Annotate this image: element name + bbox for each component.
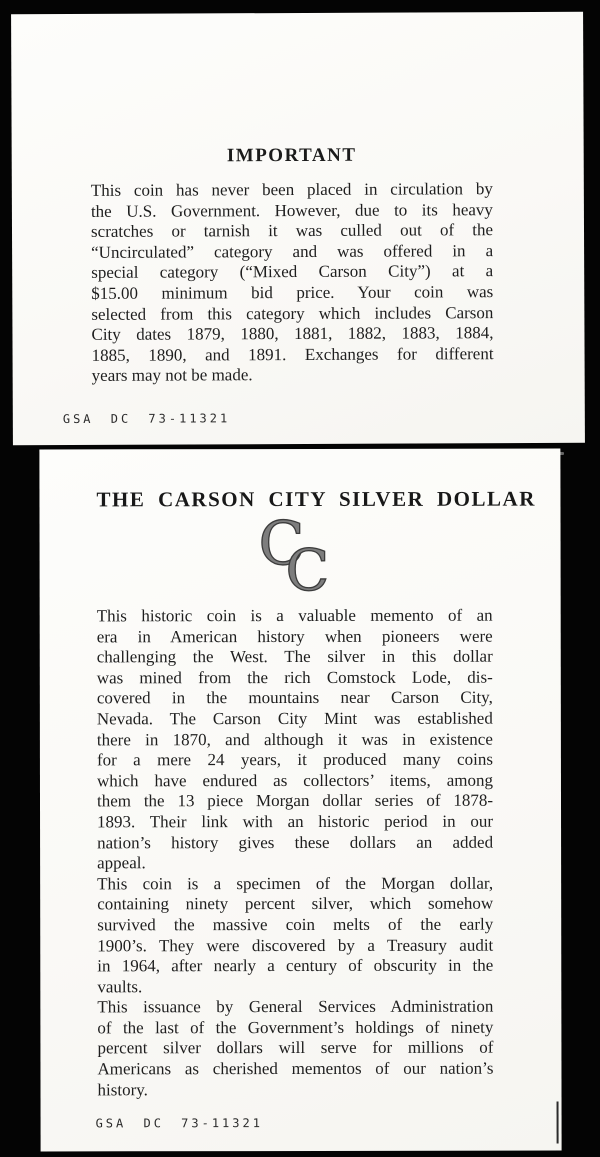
body-line: in 1964, after nearly a century of obscurity in the <box>97 955 494 976</box>
body-line: percent silver dollars will serve for millions of <box>97 1038 494 1058</box>
body-line: era in American history when pioneers were <box>96 626 493 646</box>
body-line: scratches or tarnish it was culled out of the <box>90 220 494 242</box>
body-line: covered in the mountains near Carson City, <box>96 688 493 708</box>
card-carson-city-dollar <box>39 449 561 1152</box>
body-line: was mined from the rich Comstock Lode, dis- <box>96 667 493 688</box>
body-line: 1893. Their link with an historic period in our <box>97 811 494 832</box>
body-line: years may not be made. <box>91 365 253 386</box>
body-line: “Uncirculated” category and was offered in a <box>91 240 494 262</box>
important-title: IMPORTANT <box>226 144 357 167</box>
body-line: Nevada. The Carson City Mint was established <box>96 708 493 729</box>
body-line: containing ninety percent silver, which somehow <box>97 893 494 914</box>
body-line: which have endured as collectors’ items, among <box>96 770 493 791</box>
body-line: there in 1870, and although it was in existence <box>96 729 493 749</box>
body-line: This coin is a specimen of the Morgan dollar, <box>97 873 494 894</box>
body-line: Americans as cherished mementos of our nation’s <box>97 1058 494 1079</box>
gsa-form-code-top: GSA DC 73-11321 <box>62 411 231 427</box>
gsa-form-code-bottom: GSA DC 73-11321 <box>95 1116 263 1131</box>
body-line: appeal. <box>97 853 146 873</box>
body-line: nation’s history gives these dollars an added <box>97 832 494 852</box>
body-line: vaults. <box>97 976 143 997</box>
carson-city-body-text <box>97 606 494 1101</box>
card-important-notice <box>11 12 585 445</box>
body-line: of the last of the Government’s holdings of ninety <box>97 1017 494 1038</box>
body-line: City dates 1879, 1880, 1881, 1882, 1883, 1884, <box>91 323 494 345</box>
carson-city-title: THE CARSON CITY SILVER DOLLAR <box>96 486 536 512</box>
body-line: This coin has never been placed in circulation by <box>90 179 493 200</box>
body-line: $15.00 minimum bid price. Your coin was <box>91 282 494 303</box>
body-line: This historic coin is a valuable memento of an <box>96 605 493 626</box>
body-line: 1900’s. They were discovered by a Treasury audit <box>97 935 494 955</box>
monogram-letter-c-second: C <box>285 537 330 605</box>
body-line: challenging the West. The silver in this dollar <box>96 646 493 667</box>
body-line: for a mere 24 years, it produced many coins <box>96 749 493 770</box>
body-line: history. <box>97 1079 148 1100</box>
scan-artifact-line <box>557 1102 559 1144</box>
body-line: special category (“Mixed Carson City”) at a <box>91 261 494 283</box>
body-line: This issuance by General Services Administration <box>97 996 494 1017</box>
body-line: 1885, 1890, and 1891. Exchanges for different <box>91 343 494 365</box>
body-line: the U.S. Government. However, due to its heavy <box>90 199 493 221</box>
body-line: them the 13 piece Morgan dollar series of 1878- <box>96 791 494 811</box>
body-line: selected from this category which includes Carson <box>91 302 494 324</box>
body-line: survived the massive coin melts of the early <box>97 914 494 935</box>
monogram-letter-c-first: C <box>258 508 305 580</box>
important-body-text <box>91 179 494 387</box>
